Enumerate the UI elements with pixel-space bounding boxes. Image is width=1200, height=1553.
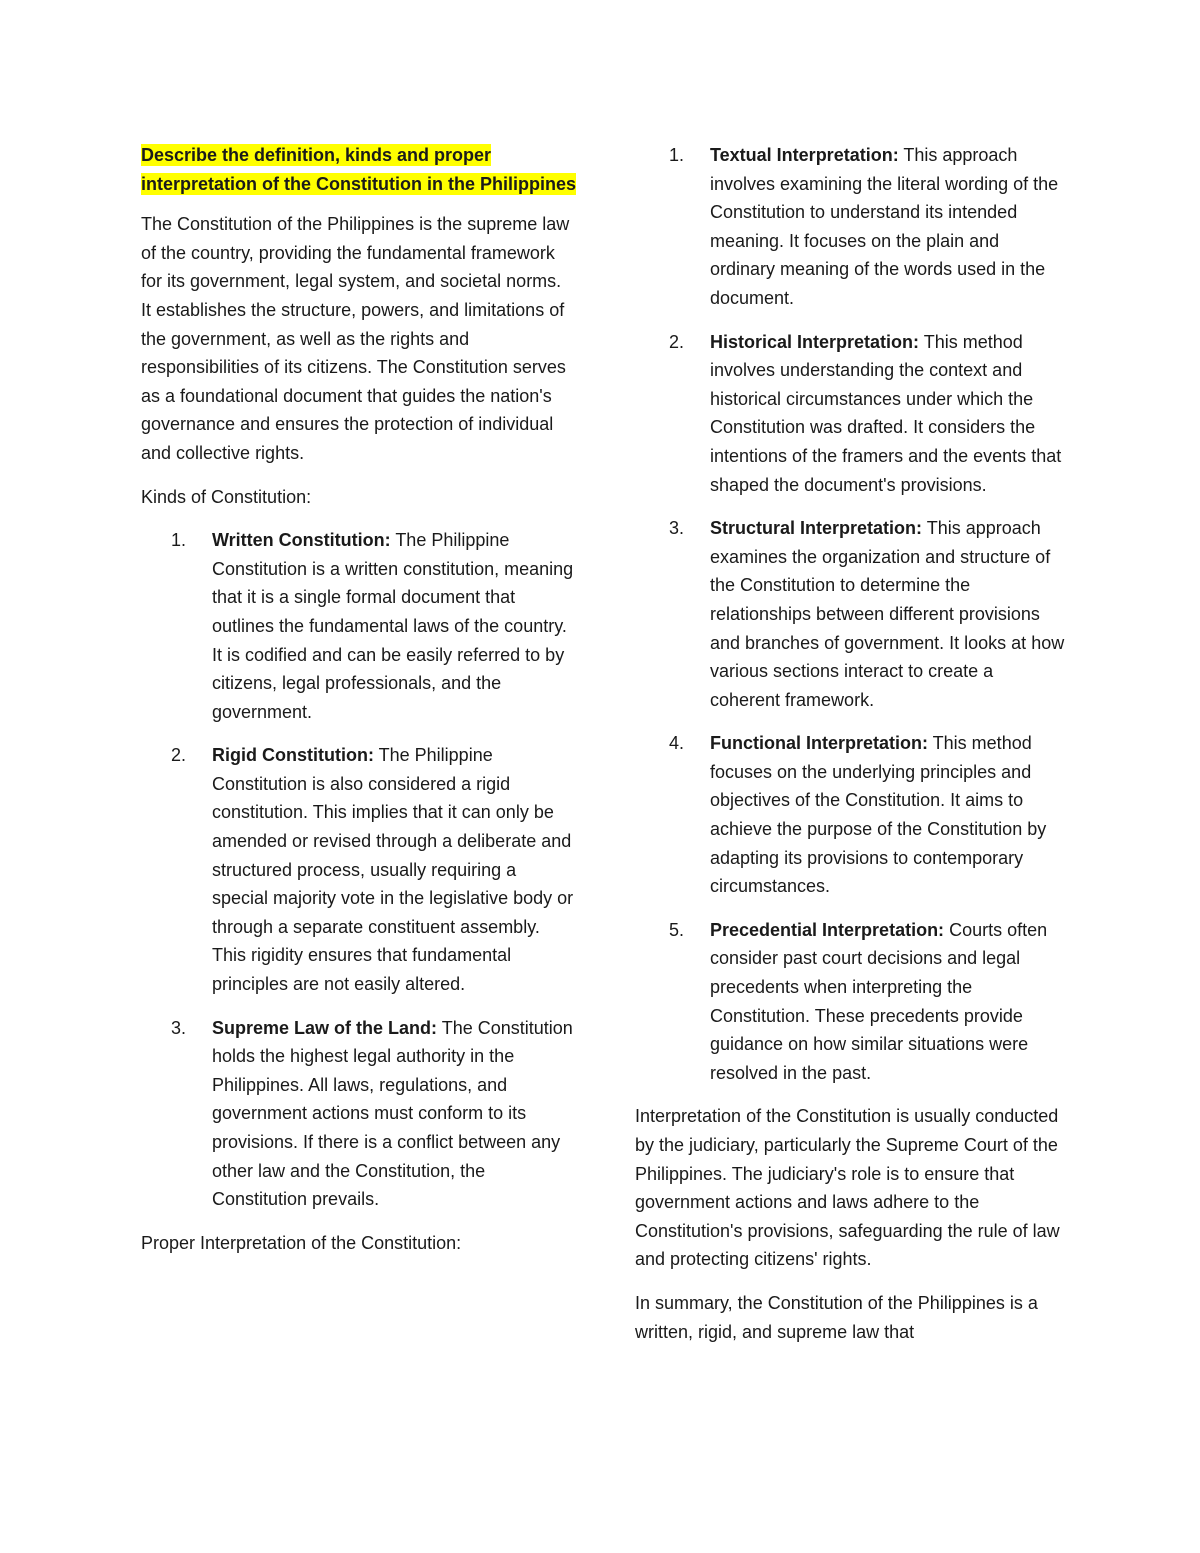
left-column <box>141 141 576 1272</box>
kind-term: Written Constitution: <box>212 530 391 551</box>
interpretation-list-item <box>669 916 1065 1088</box>
kinds-list-item <box>171 1014 576 1214</box>
list-number: 1. <box>669 145 685 165</box>
interpretation-term: Precedential Interpretation: <box>710 919 945 940</box>
interpretation-description: Courts often consider past court decisions and legal precedents when interpreting the Constitution. These precedents provide guidance on how similar situations were resolved in the past. <box>710 919 1048 1083</box>
kind-term: Supreme Law of the Land: <box>212 1017 438 1038</box>
judiciary-paragraph: Interpretation of the Constitution is usually conducted by the judiciary, particularly the Supreme Court of the Philippines. The judiciary's role is to ensure that government actions and laws adhere to the Constitution's provisions, safeguarding the rule of law and protecting citizens' rights. <box>635 1106 1060 1270</box>
list-number: 4. <box>669 733 685 754</box>
kinds-list-item <box>171 741 576 998</box>
interpretation-list <box>669 141 1065 1087</box>
interpretation-list-item <box>669 729 1065 901</box>
document-heading <box>141 141 576 198</box>
interpretation-term: Textual Interpretation: <box>710 145 899 165</box>
kind-description: The Philippine Constitution is a written constitution, meaning that it is a single formal document that outlines the fundamental laws of the country. It is codified and can be easily referred to by citizens, legal professionals, and the government. <box>212 530 574 722</box>
interpretation-list-item <box>669 514 1065 714</box>
kind-term: Rigid Constitution: <box>212 745 374 766</box>
interpretation-list-item <box>669 328 1065 500</box>
list-number: 2. <box>669 331 685 352</box>
interpretation-term: Structural Interpretation: <box>710 518 923 539</box>
kinds-list-item <box>171 526 576 726</box>
heading-highlight: Describe the definition, kinds and proper interpretation of the Constitution in the Philippines <box>141 145 576 194</box>
kind-description: The Constitution holds the highest legal authority in the Philippines. All laws, regulations, and government actions must conform to its provisions. If there is a conflict between any other law and the Constitution, the Constitution prevails. <box>212 1017 573 1210</box>
right-column <box>635 141 1065 1361</box>
interpretation-term: Historical Interpretation: <box>710 331 920 352</box>
interpretation-description: This approach examines the organization and structure of the Constitution to determine the relationships between different provisions and branches of government. It looks at how various sections interact to create a coherent framework. <box>710 518 1065 710</box>
list-number: 2. <box>171 745 187 766</box>
list-number: 1. <box>171 530 187 551</box>
list-number: 3. <box>171 1017 187 1038</box>
list-number: 5. <box>669 919 685 940</box>
interpretation-heading: Proper Interpretation of the Constitution: <box>141 1232 462 1253</box>
list-number: 3. <box>669 518 685 539</box>
summary-paragraph: In summary, the Constitution of the Philippines is a written, rigid, and supreme law that <box>635 1292 1038 1342</box>
kind-description: The Philippine Constitution is also considered a rigid constitution. This implies that it can only be amended or revised through a deliberate and structured process, usually requiring a special majority vote in the legislative body or through a separate constituent assembly. This rigidity ensures that fundamental principles are not easily altered. <box>212 745 574 995</box>
interpretation-description: This approach involves examining the literal wording of the Constitution to understand its intended meaning. It focuses on the plain and ordinary meaning of the words used in the document. <box>710 145 1059 308</box>
interpretation-description: This method focuses on the underlying principles and objectives of the Constitution. It aims to achieve the purpose of the Constitution by adapting its provisions to contemporary circumstances. <box>710 733 1047 897</box>
interpretation-list-item <box>669 141 1065 313</box>
interpretation-term: Functional Interpretation: <box>710 733 928 754</box>
kinds-list <box>171 526 576 1214</box>
kinds-heading: Kinds of Constitution: <box>141 486 312 507</box>
intro-paragraph: The Constitution of the Philippines is the supreme law of the country, providing the fundamental framework for its government, legal system, and societal norms. It establishes the structure, powers, and limitations of the government, as well as the rights and responsibilities of its citizens. The Constitution serves as a foundational document that guides the nation's governance and ensures the protection of individual and collective rights. <box>141 214 570 463</box>
interpretation-description: This method involves understanding the context and historical circumstances under which the Constitution was drafted. It considers the intentions of the framers and the events that shaped the document's provisions. <box>710 331 1062 495</box>
